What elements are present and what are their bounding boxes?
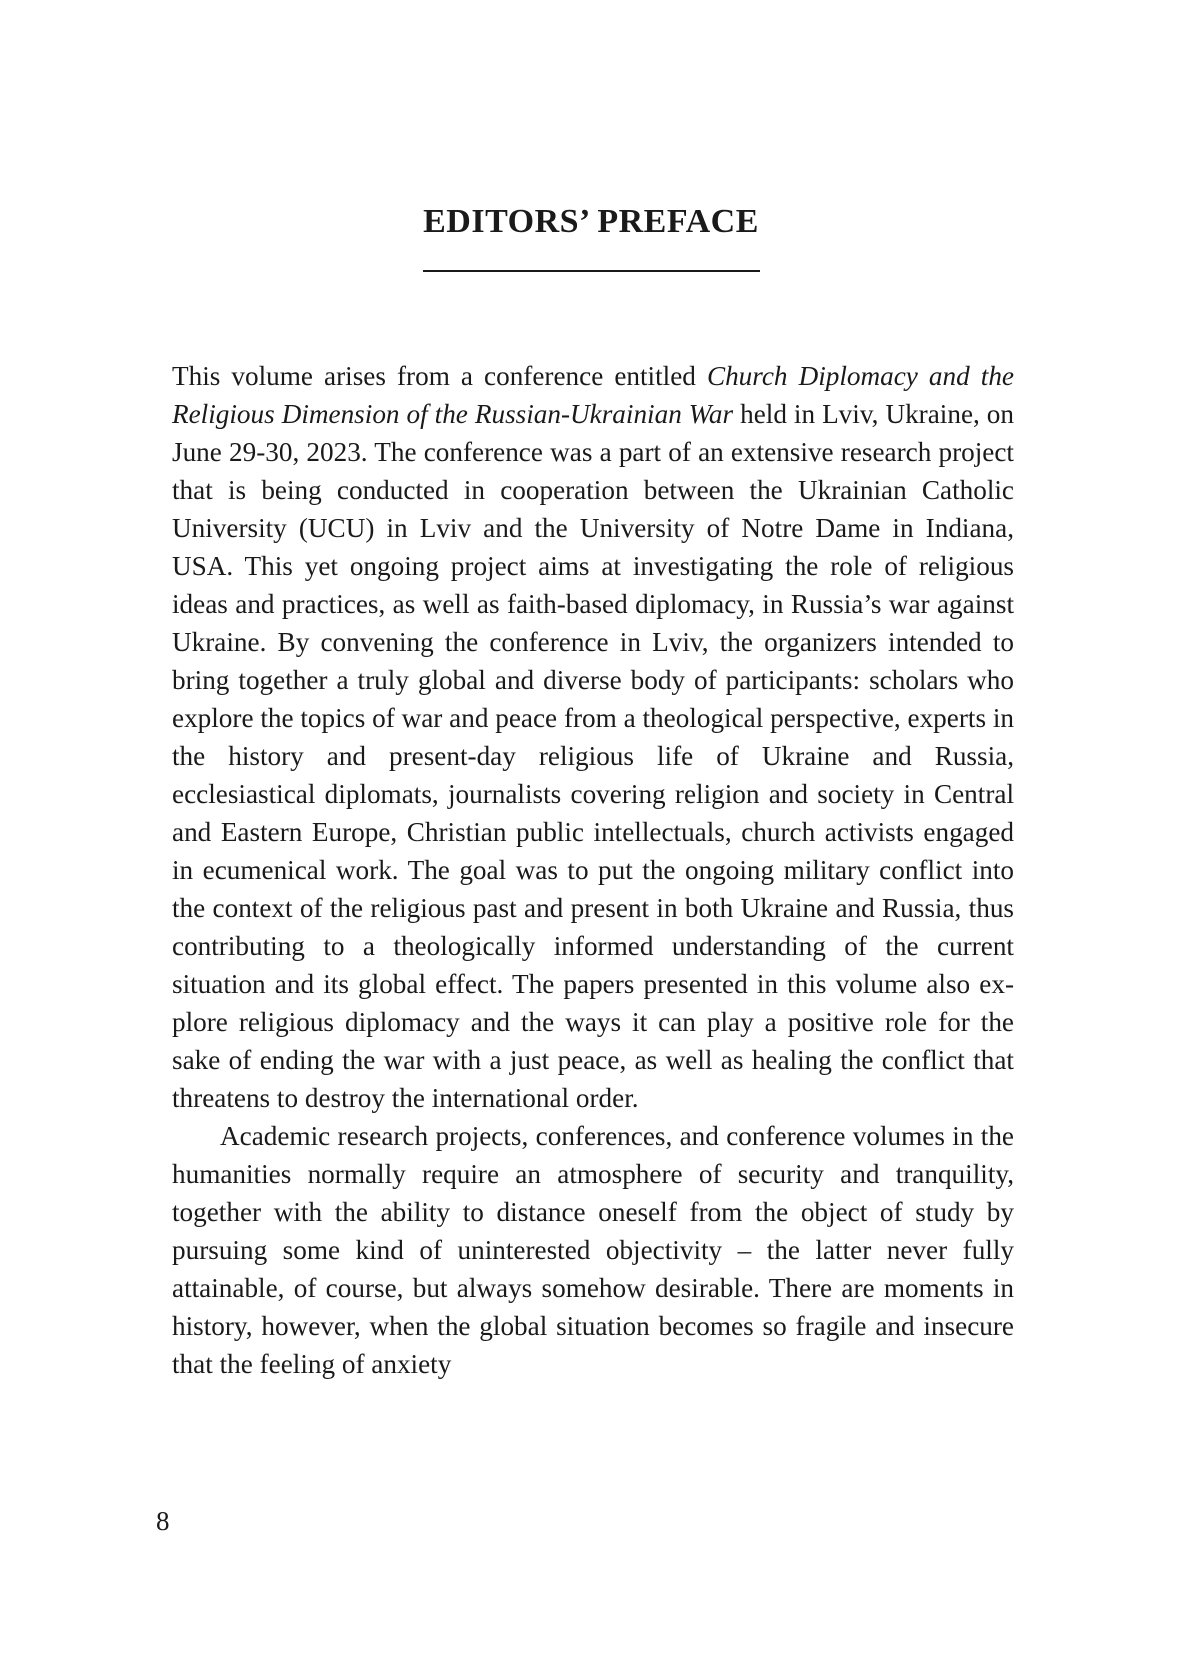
paragraph-1-text: held in Lviv, Ukraine, on June 29-30, 2023. The conference was a part of an extensive research project that is being conducted in cooperation between the Ukrainian Catholic University (UCU) in Lviv and the University of Notre Dame in Indiana, USA. This yet ongoing project aims at investigating the role of religious ideas and practices, as well as faith-based diplomacy, in Russia’s war against Ukraine. By convening the conference in Lviv, the organizers intended to bring together a truly global and diverse body of participants: scholars who explore the topics of war and peace from a theological perspective, experts in the history and present-day religious life of Ukraine and Russia, ecclesiastical diplomats, journalists covering religion and society in Central and Eastern Europe, Christian public intellectuals, church activists engaged in ecumenical work. The goal was to put the ongoing military conflict into the context of the religious past and present in both Ukraine and Russia, thus contributing to a theologically informed understanding of the current situation and its global effect. The papers presented in this volume also explore religious diplomacy and the ways it can play a positive role for the sake of ending the war with a just peace, as well as healing the conflict that threatens to destroy the international order.	[172, 399, 1014, 1113]
conference-title: Church Diplomacy and the Religious Dimension of the Russian-Ukrainian War	[172, 361, 1014, 429]
heading-underline	[423, 270, 760, 272]
body-text	[172, 357, 1014, 1383]
paragraph-2: Academic research projects, conferences, and conference volumes in the humanities normally require an atmosphere of security and tranquility, together with the ability to distance oneself from the object of study by pursuing some kind of uninterested objectivity – the latter never fully attainable, of course, but always somehow desirable. There are moments in history, however, when the global situation becomes so fragile and insecure that the feeling of anxiety	[172, 1121, 1014, 1379]
page-number: 8	[156, 1506, 170, 1536]
paragraph-1	[172, 357, 1014, 1117]
chapter-heading: EDITORS’ PREFACE	[423, 203, 759, 240]
paragraph-1-intro: This volume arises from a conference entitled	[172, 361, 707, 391]
